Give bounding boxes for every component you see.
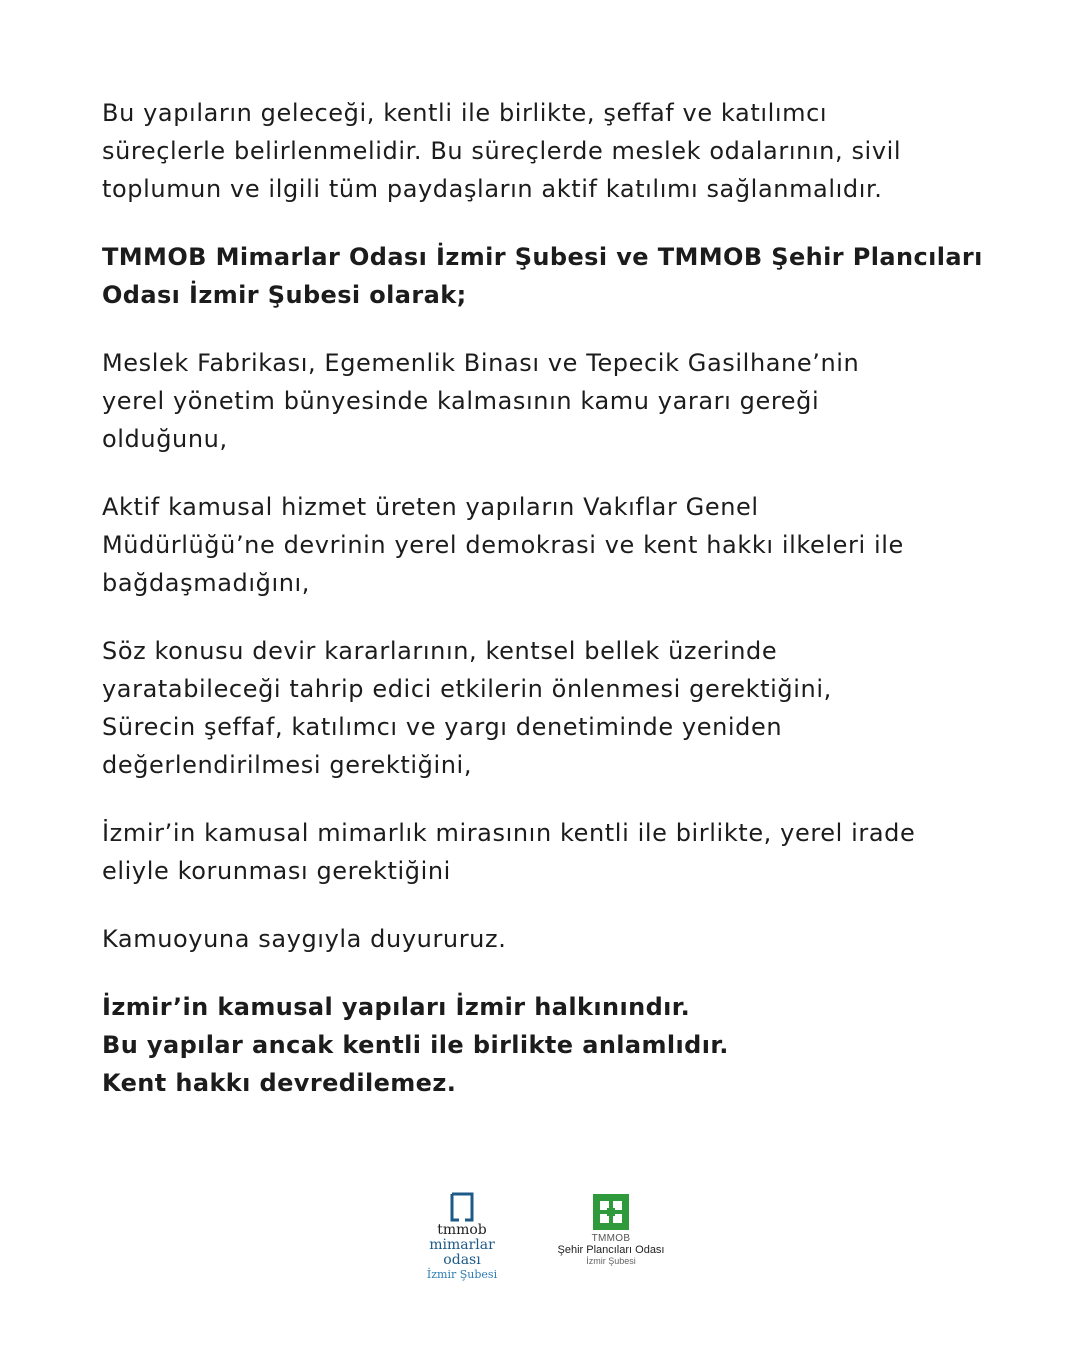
paragraph-urban-memory: Söz konusu devir kararlarının, kentsel bellek üzerinde yaratabileceği tahrip edici etkilerin önlenmesi gerektiğini, Sürecin şeffaf, katılımcı ve yargı denetiminde yeniden değerlendirilmesi gerektiğini,	[102, 637, 832, 779]
paragraph-future-of-buildings: Bu yapıların geleceği, kentli ile birlikte, şeffaf ve katılımcı süreçlerle belirlenmelidir. Bu süreçlerde meslek odalarının, sivil toplumun ve ilgili tüm paydaşların aktif katılımı sağlanmalıdır.	[102, 99, 902, 203]
paragraph-closing-slogans: İzmir’in kamusal yapıları İzmir halkınındır. Bu yapılar ancak kentli ile birlikte anlamlıdır. Kent hakkı devredilemez.	[102, 993, 729, 1097]
sehir-plancilari-logo	[556, 1194, 666, 1266]
paragraph-local-government: Meslek Fabrikası, Egemenlik Binası ve Tepecik Gasilhane’nin yerel yönetim bünyesinde kalmasının kamu yararı gereği olduğunu,	[102, 349, 860, 453]
paragraph-announcement: Kamuoyuna saygıyla duyururuz.	[102, 925, 507, 953]
statement-document	[102, 94, 1002, 1132]
logo-footer	[0, 1188, 1080, 1298]
mimarlar-logo-line4: İzmir Şubesi	[426, 1268, 498, 1281]
paragraph-heritage-protection: İzmir’in kamusal mimarlık mirasının kentli ile birlikte, yerel irade eliyle korunması gerektiğini	[102, 819, 916, 885]
mimarlar-odasi-logo	[412, 1188, 512, 1282]
grid-square-icon	[593, 1194, 629, 1230]
mimarlar-logo-line2: mimarlar	[429, 1237, 495, 1253]
paragraph-chambers-heading: TMMOB Mimarlar Odası İzmir Şubesi ve TMMOB Şehir Plancıları Odası İzmir Şubesi olarak;	[102, 243, 983, 309]
sehir-logo-line2: Şehir Plancıları Odası	[557, 1244, 665, 1256]
bracket-icon	[449, 1192, 475, 1222]
paragraph-vakiflar-transfer: Aktif kamusal hizmet üreten yapıların Vakıflar Genel Müdürlüğü’ne devrinin yerel demokrasi ve kent hakkı ilkeleri ile bağdaşmadığını,	[102, 493, 904, 597]
mimarlar-logo-line1: tmmob	[437, 1222, 487, 1238]
sehir-logo-line1: TMMOB	[591, 1233, 631, 1244]
mimarlar-logo-line3: odası	[443, 1252, 481, 1268]
sehir-logo-line3: İzmir Şubesi	[586, 1256, 636, 1266]
